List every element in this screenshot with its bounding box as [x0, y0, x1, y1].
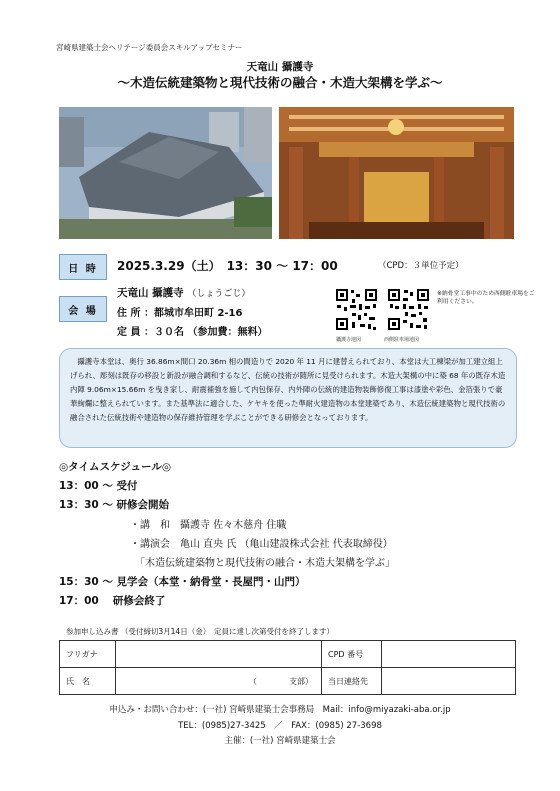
furigana-field[interactable] [116, 641, 322, 668]
contact-field[interactable] [382, 668, 516, 695]
venue-kana: （しょうごじ） [187, 289, 251, 299]
venue-address: 住 所 ：都城市牟田町 2-16 [117, 308, 243, 319]
furigana-label: フリガナ [60, 641, 116, 668]
qr1-caption: 攝護寺地図 [336, 337, 362, 343]
schedule-item-end: 17：00 研修会終了 [59, 595, 166, 607]
name-label: 氏 名 [60, 668, 116, 695]
schedule-item-reception: 13：00 ～ 受付 [59, 480, 138, 492]
contact-label: 当日連絡先 [322, 668, 382, 695]
event-date-time: 2025.3.29（土） 13：30 ～ 17：00 [117, 259, 338, 273]
contact-info: 申込み・お問い合わせ：(一社) 宮崎県建築士会事務局 Mail：info@miyazaki-aba.or.jp [109, 705, 451, 715]
cpd-number-label: CPD 番号 [322, 641, 382, 668]
schedule-talk: ・講演会 亀山 直央 氏 （亀山建設株式会社 代表取締役） [130, 539, 393, 550]
qr2-caption: 西側駐車場地図 [384, 337, 420, 343]
schedule-item-start: 13：30 ～ 研修会開始 [59, 499, 170, 511]
parking-note: ※納骨堂工事中のため西側駐車場をご利用ください。 [437, 291, 535, 305]
temple-exterior-photo [59, 107, 272, 239]
temple-description: 攝護寺本堂は、奥行 36.86m×間口 20.36m 相の間造りで 2020 年 11 月に建替えられており、本堂は大工棟梁が加工建立組上げられ、彫刻は既存の移設と新設が融合調和するなど、伝統の技術が随所に見受けられます。木造大架構の中に築 68 年の既存木造内陣 9.06m×15.66m を曳き家し、耐震補強を施して内包保存、内外陣の伝統的建造物装飾修復工事は漆塗や彩色、金箔張りで豪華絢爛に整えられています。また基準法に適合した、ケヤキを使った準耐火建造物の本堂建築であり、木造伝統建築物と現代技術の融合された伝統技術や建造物の保存維持管理を学ぶことができる研修会となっております。 [59, 348, 517, 448]
schedule-heading: ◎タイムスケジュール◎ [59, 461, 171, 473]
organizer-line: 宮崎県建築士会ヘリテージ委員会スキルアップセミナー [56, 43, 243, 52]
branch-label: （ 支部） [249, 676, 313, 686]
tel-fax: TEL：(0985)27-3425 ／ FAX：(0985) 27-3698 [178, 721, 382, 731]
venue-capacity: 定 員 ：３０名 （参加費：無料） [117, 327, 268, 338]
temple-interior-photo [279, 107, 514, 239]
venue-label: 会 場 [59, 296, 107, 322]
venue-name-text: 天竜山 攝護寺 [117, 287, 184, 299]
date-label: 日 時 [59, 254, 107, 280]
schedule-talk-title: 「木造伝統建築物と現代技術の融合・木造大架構を学ぶ」 [135, 558, 395, 569]
host-organization: 主催：(一社) 宮崎県建築士会 [224, 736, 336, 746]
event-subtitle: ～木造伝統建築物と現代技術の融合・木造大架構を学ぶ～ [117, 75, 443, 90]
qr-code-parking-map[interactable] [386, 287, 431, 332]
application-form [59, 640, 516, 695]
cpd-units: （CPD：３単位予定） [378, 261, 464, 271]
cpd-number-field[interactable] [382, 641, 516, 668]
venue-name [117, 285, 250, 300]
qr-code-temple-map[interactable] [334, 287, 379, 332]
schedule-lecture: ・講 和 攝護寺 佐々木慈舟 住職 [130, 520, 287, 531]
event-title: 天竜山 攝護寺 [246, 61, 314, 73]
name-field[interactable] [116, 668, 322, 695]
schedule-item-tour: 15：30 ～ 見学会（本堂・納骨堂・長屋門・山門） [59, 576, 306, 588]
form-heading: 参加申し込み書 （受付締切3月14日（金） 定員に達し次第受付を終了します） [66, 627, 334, 636]
